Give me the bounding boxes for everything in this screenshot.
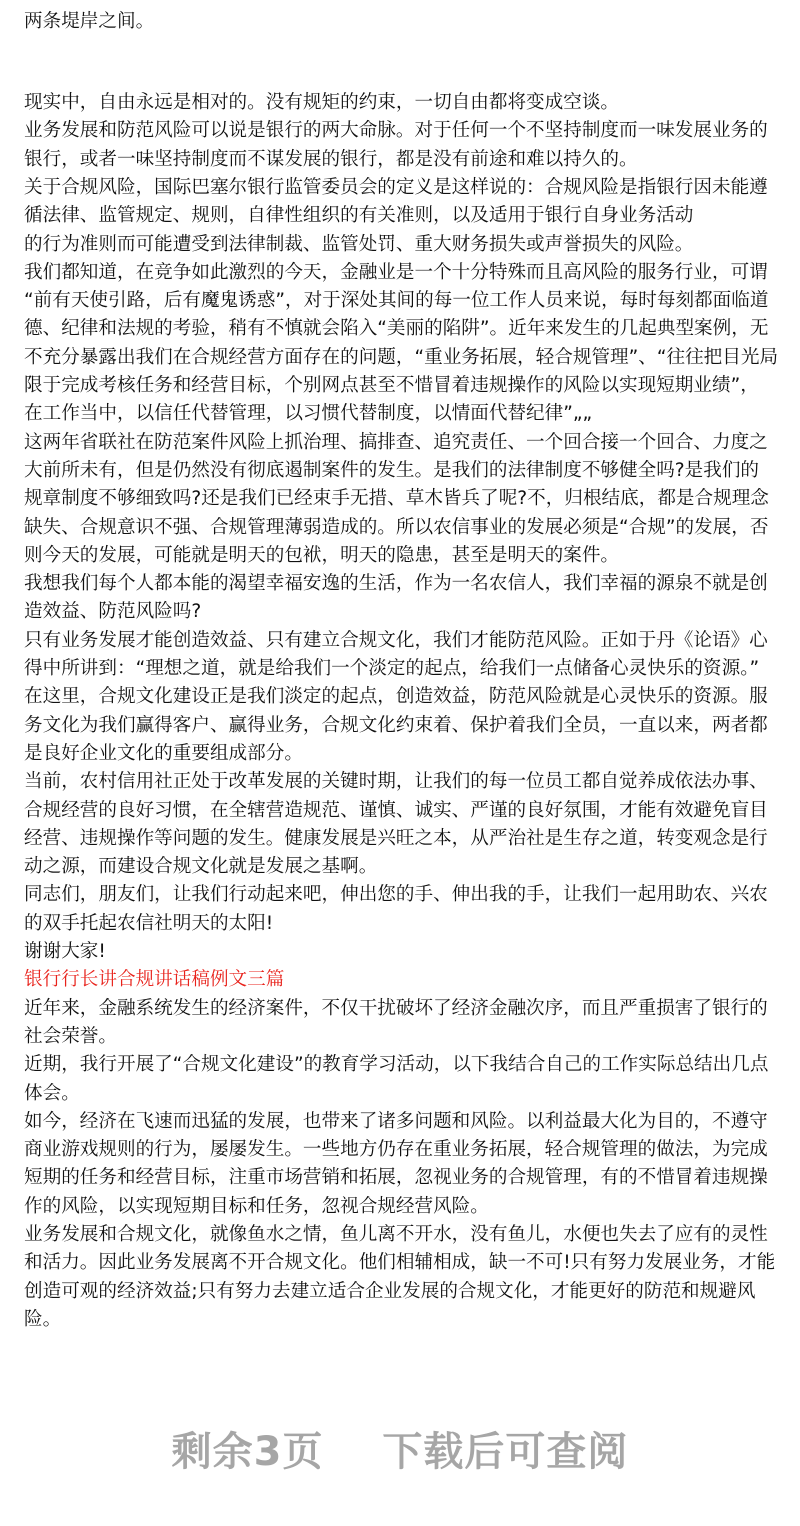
text-line: 我们都知道，在竞争如此激烈的今天，金融业是一个十分特殊而且高风险的服务行业，可谓: [24, 261, 768, 283]
text-line: 我想我们每个人都本能的渴望幸福安逸的生活，作为一名农信人，我们幸福的源泉不就是创: [24, 573, 768, 595]
text-line: 谢谢大家!: [24, 941, 106, 962]
text-line: 在这里，合规文化建设正是我们淡定的起点，创造效益，防范风险就是心灵快乐的资源。服: [24, 686, 768, 708]
text-line: 务文化为我们赢得客户、赢得业务，合规文化约束着、保护着我们全员，一直以来，两者都: [24, 714, 768, 736]
text-line: 则今天的发展，可能就是明天的包袱，明天的隐患，甚至是明天的案件。: [24, 544, 620, 566]
text-line: 近期，我行开展了“合规文化建设”的教育学习活动，以下我结合自己的工作实际总结出几点: [24, 1054, 769, 1076]
text-line: “前有天使引路，后有魔鬼诱惑”，对于深处其间的每一位工作人员来说，每时每刻都面临道: [24, 290, 769, 312]
text-line: 限于完成考核任务和经营目标，个别网点甚至不惜冒着违规操作的风险以实现短期业绩”，: [24, 375, 759, 396]
text-line: 循法律、监管规定、规则，自律性组织的有关准则，以及适用于银行自身业务活动: [24, 205, 694, 227]
text-line: 这两年省联社在防范案件风险上抓治理、搞排查、追究责任、一个回合接一个回合、力度之: [24, 431, 768, 453]
text-line: 银行，或者一味坚持制度而不谋发展的银行，都是没有前途和难以持久的。: [24, 148, 638, 170]
text-line: 规章制度不够细致吗?还是我们已经束手无措、草木皆兵了呢?不，归根结底，都是合规理念: [24, 488, 769, 510]
remaining-pages-label: 剩余3页: [171, 1429, 324, 1475]
text-line: 不充分暴露出我们在合规经营方面存在的问题，“重业务拓展，轻合规管理”、“往往把目光局: [24, 346, 779, 368]
text-line: 得中所讲到：“理想之道，就是给我们一个淡定的起点，给我们一点储备心灵快乐的资源。”: [24, 658, 760, 679]
text-line: 的行为准则而可能遭受到法律制裁、监管处罚、重大财务损失或声誉损失的风险。: [24, 233, 694, 255]
section-heading: 银行行长讲合规讲话稿例文三篇: [24, 969, 285, 991]
text-line: 体会。: [24, 1082, 80, 1104]
text-line: 只有业务发展才能创造效益、只有建立合规文化，我们才能防范风险。正如于丹《论语》心: [24, 629, 768, 651]
text-line: 大前所未有，但是仍然没有彻底遏制案件的发生。是我们的法律制度不够健全吗?是我们的: [24, 459, 760, 481]
text-line: 在工作当中，以信任代替管理，以习惯代替制度，以情面代替纪律”„„: [24, 403, 593, 425]
text-line: 是良好企业文化的重要组成部分。: [24, 742, 303, 764]
text-line: 业务发展和防范风险可以说是银行的两大命脉。对于任何一个不坚持制度而一味发展业务的: [24, 120, 768, 142]
text-line: 经营、违规操作等问题的发生。健康发展是兴旺之本，从严治社是生存之道，转变观念是行: [24, 827, 768, 849]
text-line: 的双手托起农信社明天的太阳!: [24, 912, 274, 934]
text-line: 和活力。因此业务发展离不开合规文化。他们相辅相成，缺一不可!只有努力发展业务，才能: [24, 1252, 776, 1274]
download-label[interactable]: 下载后可查阅: [382, 1429, 629, 1475]
text-line: 险。: [24, 1308, 62, 1330]
text-line: 两条堤岸之间。: [24, 11, 155, 32]
text-line: 商业游戏规则的行为，屡屡发生。一些地方仍存在重业务拓展，轻合规管理的做法，为完成: [24, 1139, 768, 1161]
text-line: 德、纪律和法规的考验，稍有不慎就会陷入“美丽的陷阱”。近年来发生的几起典型案例，无: [24, 318, 769, 340]
text-line: 缺失、合规意识不强、合规管理薄弱造成的。所以农信事业的发展必须是“合规”的发展，否: [24, 516, 769, 538]
text-line: 现实中，自由永远是相对的。没有规矩的约束，一切自由都将变成空谈。: [24, 92, 620, 113]
text-line: 短期的任务和经营目标，注重市场营销和拓展，忽视业务的合规管理，有的不惜冒着违规操: [24, 1167, 768, 1189]
text-line: 如今，经济在飞速而迅猛的发展，也带来了诸多问题和风险。以利益最大化为目的，不遵守: [24, 1110, 768, 1132]
text-line: 同志们，朋友们，让我们行动起来吧，伸出您的手、伸出我的手，让我们一起用助农、兴农: [24, 884, 768, 906]
text-line: 动之源，而建设合规文化就是发展之基啊。: [24, 856, 378, 878]
download-prompt[interactable]: [0, 1420, 800, 1477]
text-line: 近年来，金融系统发生的经济案件，不仅干扰破坏了经济金融次序，而且严重损害了银行的: [24, 997, 768, 1019]
text-line: 关于合规风险，国际巴塞尔银行监管委员会的定义是这样说的：合规风险是指银行因未能遵: [24, 176, 768, 198]
text-line: 业务发展和合规文化，就像鱼水之情，鱼儿离不开水，没有鱼儿，水便也失去了应有的灵性: [24, 1224, 768, 1245]
text-line: 社会荣誉。: [24, 1025, 117, 1047]
text-line: 合规经营的良好习惯，在全辖营造规范、谨慎、诚实、严谨的良好氛围，才能有效避免盲目: [24, 799, 768, 821]
text-line: 作的风险，以实现短期目标和任务，忽视合规经营风险。: [24, 1195, 489, 1217]
text-line: 当前，农村信用社正处于改革发展的关键时期，让我们的每一位员工都自觉养成依法办事、: [24, 771, 768, 793]
text-line: 造效益、防范风险吗?: [24, 601, 202, 623]
text-line: 创造可观的经济效益;只有努力去建立适合企业发展的合规文化，才能更好的防范和规避风: [24, 1280, 756, 1302]
